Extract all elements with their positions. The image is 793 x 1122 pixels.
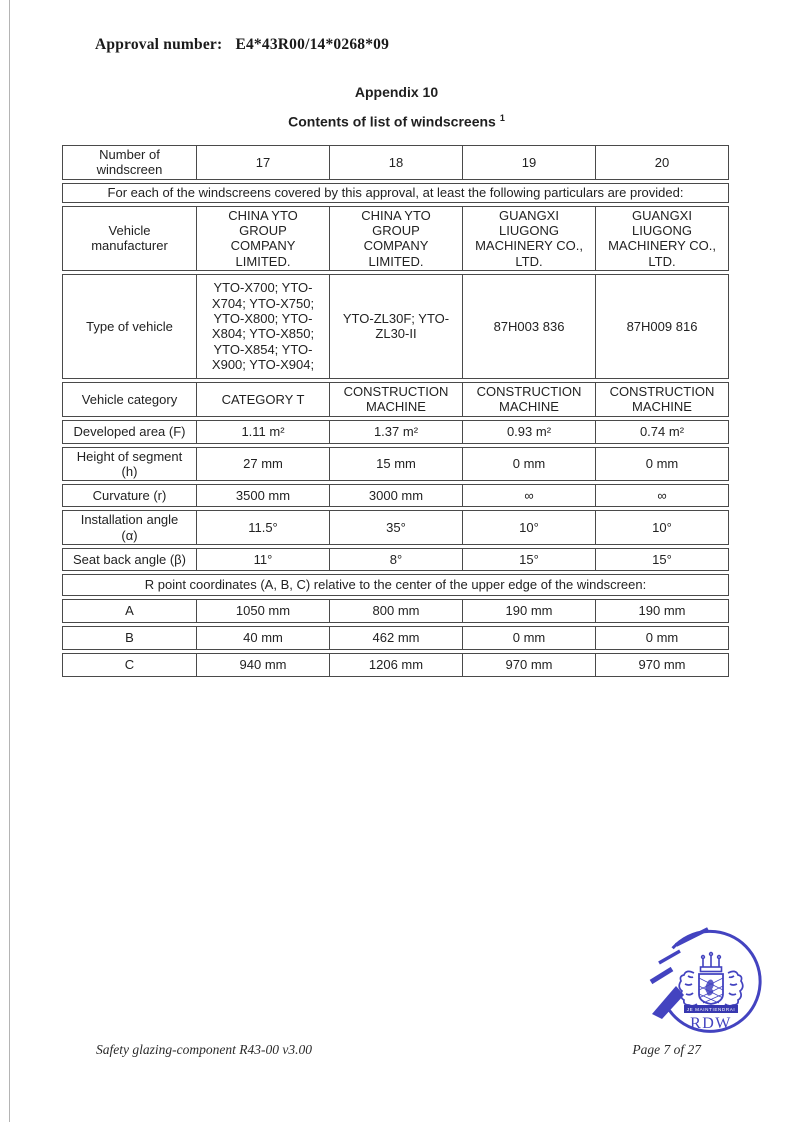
cell-value: CHINA YTO GROUP COMPANY LIMITED. — [228, 207, 298, 269]
table-row — [62, 510, 729, 545]
row-label-cell — [62, 447, 197, 482]
table-row — [62, 599, 729, 623]
table-row — [62, 420, 729, 444]
windscreen-table — [62, 142, 729, 680]
row-label-cell — [62, 510, 197, 545]
column-header-20: 20 — [596, 145, 729, 180]
row-label-cell — [62, 206, 197, 271]
column-header-19: 19 — [463, 145, 596, 180]
corner-label-cell — [62, 145, 197, 180]
table-cell: 462 mm — [330, 626, 463, 650]
table-note-row — [62, 183, 729, 203]
row-label-cell — [62, 548, 197, 571]
approval-label: Approval number: — [95, 36, 223, 53]
cell-value: 87H009 816 — [626, 318, 698, 334]
row-label: Vehicle manufacturer — [91, 222, 168, 254]
table-cell: 8° — [330, 548, 463, 571]
row-label-cell — [62, 420, 197, 444]
table-cell: 15° — [463, 548, 596, 571]
table-row — [62, 484, 729, 507]
row-label: Vehicle category — [81, 391, 178, 407]
table-cell: 0 mm — [596, 626, 729, 650]
table-cell: 11° — [197, 548, 330, 571]
corner-label: Number of windscreen — [96, 147, 163, 178]
table-row — [62, 626, 729, 650]
table-cell — [197, 274, 330, 379]
table-cell: ∞ — [463, 484, 596, 507]
table-cell: 11.5° — [197, 510, 330, 545]
table-cell — [330, 274, 463, 379]
table-note-row — [62, 574, 729, 596]
table-row — [62, 274, 729, 379]
table-cell — [596, 274, 729, 379]
crown-icon — [701, 953, 722, 972]
lion-left-icon — [679, 971, 697, 1005]
table-cell: 1.37 m² — [330, 420, 463, 444]
table-row — [62, 653, 729, 677]
r-point-note: R point coordinates (A, B, C) relative to the center of the upper edge of the windscreen: — [62, 574, 729, 596]
row-label: Installation angle (α) — [80, 512, 179, 543]
footer-page-number: Page 7 of 27 — [632, 1042, 701, 1057]
table-cell: 190 mm — [596, 599, 729, 623]
column-header-17: 17 — [197, 145, 330, 180]
table-row — [62, 206, 729, 271]
logo-stripe — [676, 929, 708, 945]
row-label-cell — [62, 274, 197, 379]
motto-text: JE MAINTIENDRAI — [686, 1007, 736, 1012]
logo-stripe — [651, 969, 672, 982]
document-subtitle — [0, 113, 793, 130]
cell-value: YTO-ZL30F; YTO-ZL30-II — [342, 311, 450, 342]
subtitle-footnote-ref: 1 — [499, 113, 505, 123]
table-cell: 15° — [596, 548, 729, 571]
page-left-border — [9, 0, 10, 1122]
rdw-stamp-logo — [644, 924, 770, 1046]
table-header-row — [62, 145, 729, 180]
logo-stripe — [659, 951, 680, 963]
cell-value: CATEGORY T — [221, 391, 305, 407]
table-row — [62, 548, 729, 571]
appendix-title: Appendix 10 — [354, 84, 439, 100]
table-cell: 1206 mm — [330, 653, 463, 677]
table-cell — [463, 382, 596, 417]
table-cell — [330, 206, 463, 271]
table-cell: 1050 mm — [197, 599, 330, 623]
table-cell: 0.74 m² — [596, 420, 729, 444]
table-cell: 0 mm — [596, 447, 729, 482]
cell-value: GUANGXI LIUGONG MACHINERY CO., LTD. — [475, 207, 583, 269]
row-label: Developed area (F) — [73, 423, 186, 439]
table-cell: 1.11 m² — [197, 420, 330, 444]
table-row — [62, 382, 729, 417]
table-cell — [463, 274, 596, 379]
row-label-cell — [62, 382, 197, 417]
rdw-logo-graphic — [644, 924, 770, 1046]
footer-document-version: Safety glazing-component R43-00 v3.00 — [96, 1042, 312, 1057]
approval-value: E4*43R00/14*0268*09 — [235, 36, 390, 53]
table-cell: 0 mm — [463, 447, 596, 482]
cell-value: 87H003 836 — [493, 318, 565, 334]
table-cell — [330, 382, 463, 417]
cell-value: CONSTRUCTION MACHINE — [343, 383, 449, 415]
table-cell: 10° — [463, 510, 596, 545]
table-cell: 35° — [330, 510, 463, 545]
table-cell: 0 mm — [463, 626, 596, 650]
table-cell: 10° — [596, 510, 729, 545]
approval-number-line — [95, 36, 389, 54]
table-cell: 15 mm — [330, 447, 463, 482]
table-cell: ∞ — [596, 484, 729, 507]
cell-value: CONSTRUCTION MACHINE — [609, 383, 715, 415]
table-cell: 970 mm — [463, 653, 596, 677]
table-cell: 3500 mm — [197, 484, 330, 507]
table-cell: 40 mm — [197, 626, 330, 650]
table-cell: 27 mm — [197, 447, 330, 482]
row-label: Type of vehicle — [86, 318, 173, 334]
row-label-cell: C — [62, 653, 197, 677]
table-cell — [596, 206, 729, 271]
row-label-cell — [62, 484, 197, 507]
table-cell — [197, 206, 330, 271]
table-cell: 800 mm — [330, 599, 463, 623]
subtitle-text: Contents of list of windscreens — [288, 113, 496, 130]
table-cell: 0.93 m² — [463, 420, 596, 444]
logo-swoosh — [652, 986, 684, 1019]
cell-value: GUANGXI LIUGONG MACHINERY CO., LTD. — [608, 207, 716, 269]
table-cell — [463, 206, 596, 271]
table-row — [62, 447, 729, 482]
table-cell: 190 mm — [463, 599, 596, 623]
row-label: Curvature (r) — [92, 488, 167, 504]
table-note: For each of the windscreens covered by this approval, at least the following particulars are provided: — [62, 183, 729, 203]
column-header-18: 18 — [330, 145, 463, 180]
table-cell: 970 mm — [596, 653, 729, 677]
table-cell — [596, 382, 729, 417]
row-label-cell: A — [62, 599, 197, 623]
cell-value: YTO-X700; YTO-X704; YTO-X750; YTO-X800; YTO-X804; YTO-X850; YTO-X854; YTO-X900; YTO-X904; — [211, 280, 315, 373]
shield-icon — [699, 974, 723, 1004]
cell-value: CHINA YTO GROUP COMPANY LIMITED. — [361, 207, 431, 269]
row-label: Seat back angle (β) — [73, 551, 186, 567]
row-label-cell: B — [62, 626, 197, 650]
table-cell — [197, 382, 330, 417]
rdw-text: RDW — [690, 1015, 732, 1032]
lion-right-icon — [725, 971, 743, 1005]
table-cell: 3000 mm — [330, 484, 463, 507]
cell-value: CONSTRUCTION MACHINE — [476, 383, 582, 415]
table-cell: 940 mm — [197, 653, 330, 677]
row-label: Height of segment (h) — [76, 448, 183, 479]
